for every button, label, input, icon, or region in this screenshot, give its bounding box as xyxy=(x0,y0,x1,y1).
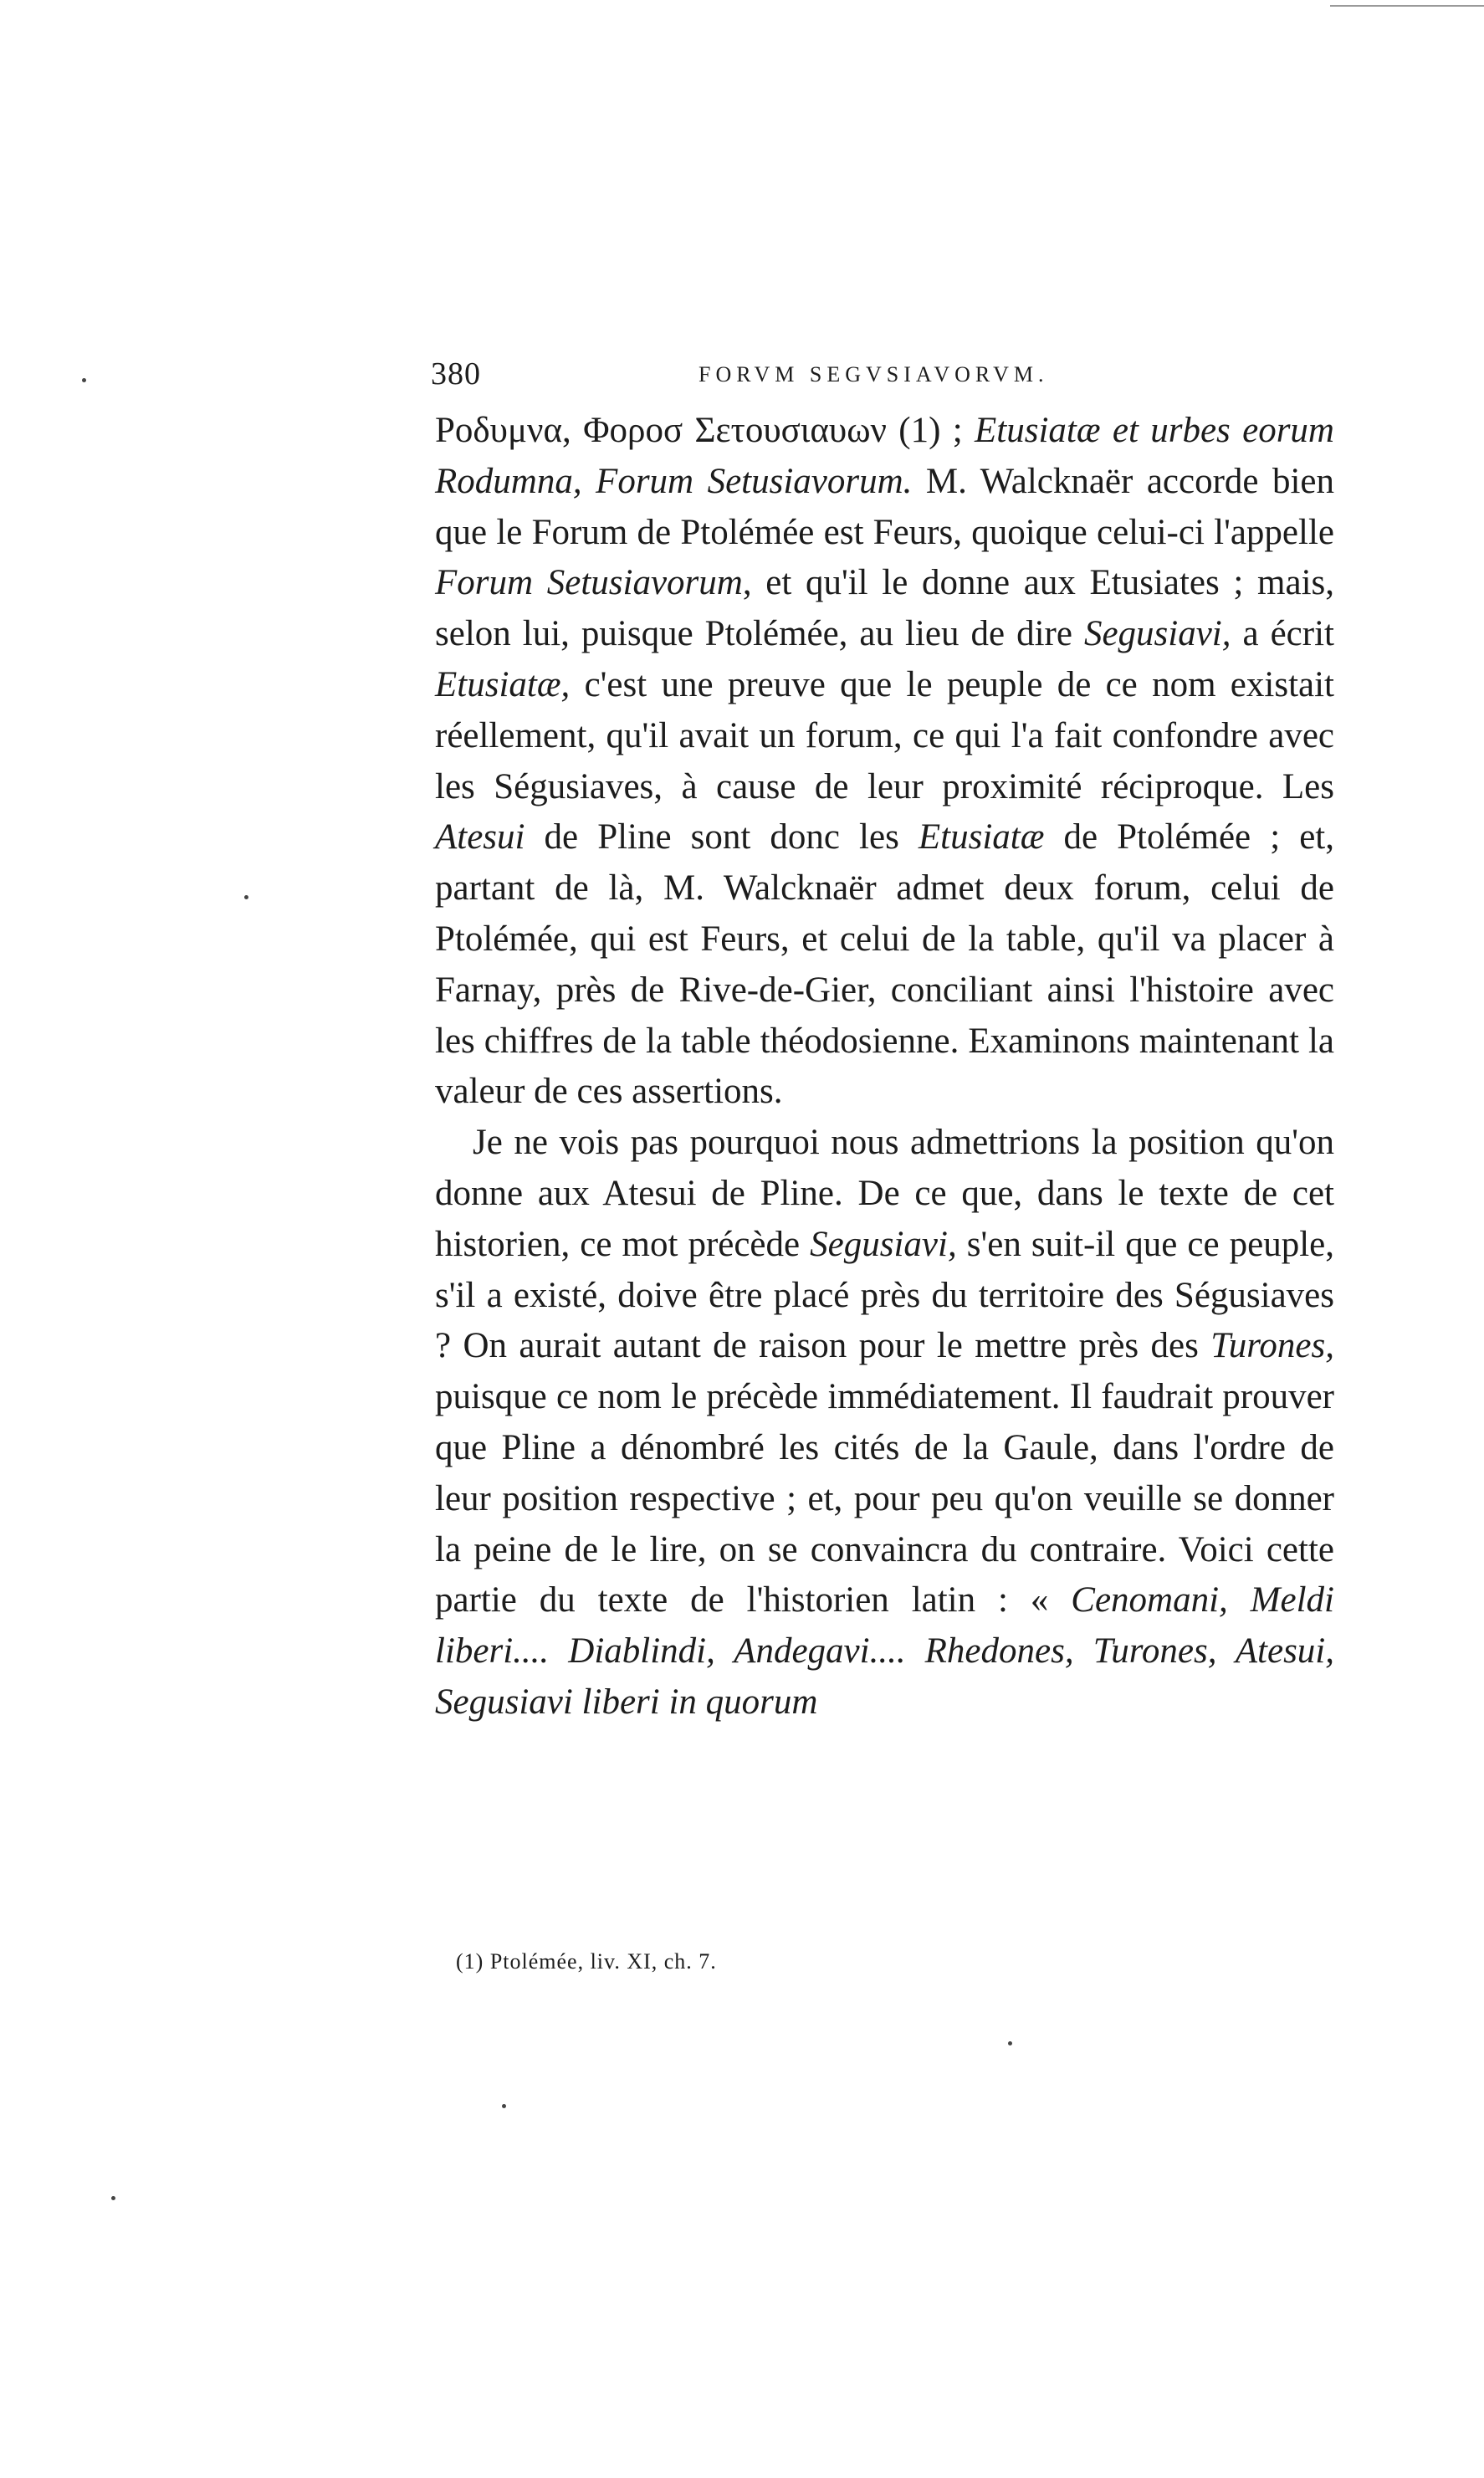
scan-speck xyxy=(82,378,86,382)
paragraph-1 xyxy=(435,406,1334,1118)
italic-text: Etusiatæ, xyxy=(435,664,571,704)
text-run: s'en suit-il que ce peuple, s'il a existé, doive être placé près du territoire des Ségusiaves ? On aurait autant de raison pour le mettre près des xyxy=(435,1224,1334,1366)
page-header xyxy=(431,356,1100,406)
text-run: puisque ce nom le précède immédiatement. Il faudrait prouver que Pline a dénombré les cités de la Gaule, dans l'ordre de leur position respective ; et, pour peu qu'on veuille se donner la peine de le lire, on se convaincra du contraire. Voici cette partie du texte de l'historien latin : « xyxy=(435,1377,1334,1620)
text-run: Je ne vois pas pourquoi nous admettrions la position qu'on donne aux Atesui de Pline. De ce que, dans le texte de cet historien, ce mot précède xyxy=(435,1123,1334,1264)
paragraph-2 xyxy=(435,1118,1334,1728)
italic-text: Cenomani, Meldi liberi.... Diablindi, Andegavi.... Rhedones, Turones, Atesui, Segusiavi liberi in quorum xyxy=(435,1580,1334,1722)
italic-text: Forum Setusiavorum xyxy=(435,563,743,603)
italic-text: Atesui xyxy=(435,817,525,858)
text-run: , et qu'il le donne aux Etusiates ; mais, selon lui, puisque Ptolémée, au lieu de dire xyxy=(435,563,1335,654)
greek-text: Ροδυμνα, Φοροσ Σετουσιαυων xyxy=(435,411,887,450)
scan-speck xyxy=(502,2104,506,2108)
italic-text: Etusiatæ et urbes eorum Rodumna, Forum Setusiavorum. xyxy=(435,411,1334,501)
text-run: de Pline sont donc les xyxy=(525,817,919,858)
scan-edge-rule xyxy=(1330,5,1484,7)
footnote-reference: (1) ; xyxy=(886,411,975,450)
footnote: (1) Ptolémée, liv. XI, ch. 7. xyxy=(456,1949,717,1974)
text-run: de Ptolémée ; et, partant de là, M. Walcknaër admet deux forum, celui de Ptolémée, qui est Feurs, et celui de la table, qu'il va placer à Farnay, près de Rive-de-Gier, conciliant ainsi l'histoire avec les chiffres de la table théodosienne. Examinons maintenant la valeur de ces assertions. xyxy=(435,817,1335,1112)
scan-speck xyxy=(111,2196,115,2200)
italic-text: Turones, xyxy=(1210,1326,1334,1366)
running-head: FORVM SEGVSIAVORVM. xyxy=(699,362,1049,387)
text-run: c'est une preuve que le peuple de ce nom existait réellement, qu'il avait un forum, ce qui l'a fait confondre avec les Ségusiaves, à cause de leur proximité réciproque. Les xyxy=(435,664,1334,806)
text-run: a écrit xyxy=(1231,614,1334,654)
scan-speck xyxy=(244,895,248,899)
italic-text: Segusiavi, xyxy=(1083,614,1231,654)
text-run: M. Walcknaër accorde bien que le Forum de Ptolémée est Feurs, quoique celui-ci l'appelle xyxy=(435,461,1334,552)
italic-text: Etusiatæ xyxy=(918,817,1045,858)
scan-speck xyxy=(1008,2041,1012,2045)
page-number: 380 xyxy=(431,356,481,392)
italic-text: Segusiavi, xyxy=(810,1224,957,1264)
body-text xyxy=(435,406,1334,1728)
